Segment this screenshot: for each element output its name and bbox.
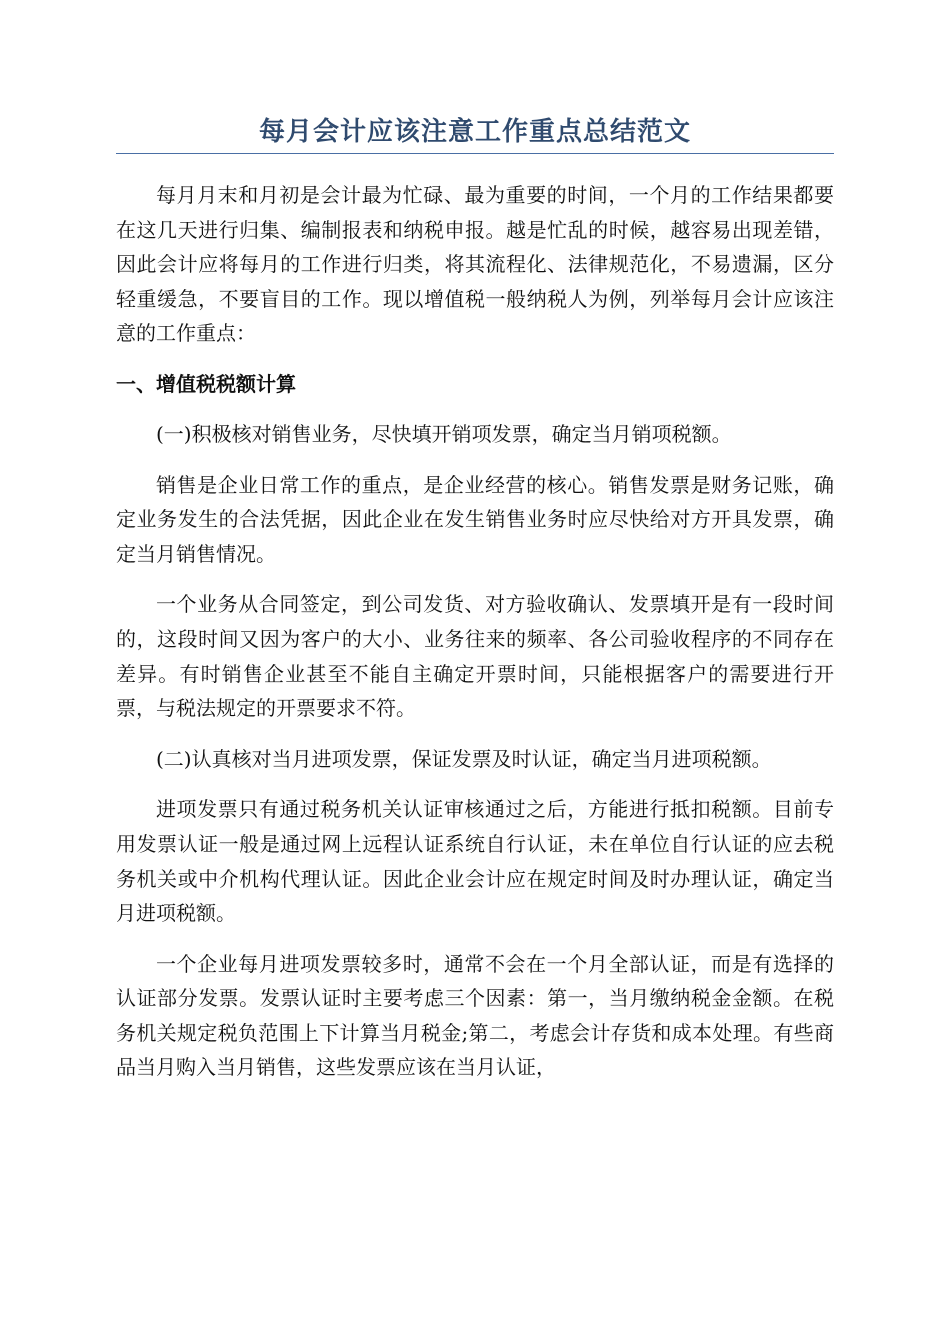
title-underline bbox=[116, 153, 834, 154]
input-paragraph-2: 一个企业每月进项发票较多时，通常不会在一个月全部认证，而是有选择的认证部分发票。发票认证时主要考虑三个因素：第一，当月缴纳税金金额。在税务机关规定税负范围上下计算当月税金;第二，考虑会计存货和成本处理。有些商品当月购入当月销售，这些发票应该在当月认证， bbox=[116, 951, 834, 1080]
intro-paragraph: 每月月末和月初是会计最为忙碌、最为重要的时间，一个月的工作结果都要在这几天进行归集、编制报表和纳税申报。越是忙乱的时候，越容易出现差错，因此会计应将每月的工作进行归类，将其流程化、法律规范化，不易遗漏，区分轻重缓急，不要盲目的工作。现以增值税一般纳税人为例，列举每月会计应该注意的工作重点： bbox=[116, 183, 834, 346]
subsection-heading-input-tax: (二)认真核对当月进项发票，保证发票及时认证，确定当月进项税额。 bbox=[156, 746, 772, 771]
sales-paragraph-2: 一个业务从合同签定，到公司发货、对方验收确认、发票填开是有一段时间的，这段时间又因为客户的大小、业务往来的频率、各公司验收程序的不同存在差异。有时销售企业甚至不能自主确定开票时间，只能根据客户的需要进行开票，与税法规定的开票要求不符。 bbox=[116, 592, 834, 721]
subsection-heading-output-tax: (一)积极核对销售业务，尽快填开销项发票，确定当月销项税额。 bbox=[156, 421, 732, 446]
section-heading-vat: 一、增值税税额计算 bbox=[116, 371, 296, 396]
input-paragraph-1: 进项发票只有通过税务机关认证审核通过之后，方能进行抵扣税额。目前专用发票认证一般是通过网上远程认证系统自行认证，未在单位自行认证的应去税务机关或中介机构代理认证。因此企业会计应在规定时间及时办理认证，确定当月进项税额。 bbox=[116, 797, 834, 926]
sales-paragraph-1: 销售是企业日常工作的重点，是企业经营的核心。销售发票是财务记账，确定业务发生的合法凭据，因此企业在发生销售业务时应尽快给对方开具发票，确定当月销售情况。 bbox=[116, 472, 834, 566]
document-body bbox=[116, 178, 834, 1085]
document-title: 每月会计应该注意工作重点总结范文 bbox=[258, 117, 691, 147]
